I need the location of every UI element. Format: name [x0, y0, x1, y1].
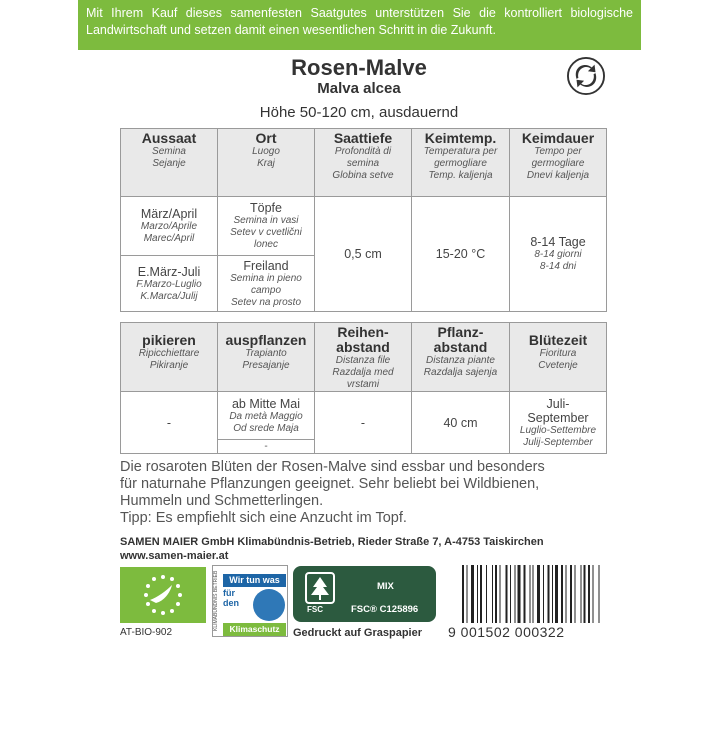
globe-icon — [253, 589, 285, 621]
barcode-bar — [543, 565, 544, 623]
barcode-bar — [515, 565, 516, 623]
paper-info: Gedruckt auf Graspapier — [293, 627, 422, 639]
cell-aussaat-1: März/April Marzo/Aprile Marec/April — [121, 197, 218, 256]
barcode-bar — [588, 565, 590, 623]
header-auspflanzen: auspflanzen Trapianto Presajanje — [218, 323, 315, 392]
sowing-table-header — [121, 129, 607, 197]
barcode-bar — [471, 565, 474, 623]
cell-bluetezeit: Juli- September Luglio-Settembre Julij-September — [510, 392, 607, 454]
header-bluetezeit: Blütezeit Fioritura Cvetenje — [510, 323, 607, 392]
barcode-bar — [462, 565, 464, 623]
sowing-table — [120, 128, 607, 312]
header-pflanzabstand: Pflanz- abstand Distanza piante Razdalja sajenja — [412, 323, 510, 392]
barcode — [462, 565, 642, 623]
header-keimdauer: Keimdauer Tempo per germogliare Dnevi kaljenja — [510, 129, 607, 197]
barcode-bar — [510, 565, 511, 623]
cell-aussaat-2: E.März-Juli F.Marzo-Luglio K.Marca/Julij — [121, 256, 218, 312]
planting-table-header — [121, 323, 607, 392]
cell-auspflanzen: ab Mitte Mai Da metà Maggio Od srede Maja — [218, 392, 315, 440]
barcode-bar — [548, 565, 550, 623]
barcode-bar — [584, 565, 586, 623]
green-dot-icon — [567, 57, 605, 95]
eu-leaf-icon — [120, 567, 206, 623]
header-saattiefe: Saattiefe Profondità di semina Globina setve — [315, 129, 412, 197]
barcode-digits: 9 001502 000322 — [448, 624, 565, 640]
eu-organic-code: AT-BIO-902 — [120, 627, 173, 638]
klima-top-text: Wir tun was — [223, 574, 286, 587]
header-pikieren: pikieren Ripicchiettare Pikiranje — [121, 323, 218, 392]
barcode-bar — [575, 565, 576, 623]
barcode-bar — [530, 565, 531, 623]
barcode-bar — [561, 565, 563, 623]
header-ort: Ort Luogo Kraj — [218, 129, 315, 197]
cell-ort-1: Töpfe Semina in vasi Setev v cvetlični lonec — [218, 197, 315, 256]
klima-mid-text: für den — [223, 588, 240, 608]
barcode-bar — [593, 565, 594, 623]
barcode-bar — [599, 565, 600, 623]
table-row — [121, 197, 607, 256]
cell-pikieren: - — [121, 392, 218, 454]
barcode-bar — [581, 565, 582, 623]
cell-ort-2: Freiland Semina in pieno campo Setev na prosto — [218, 256, 315, 312]
product-title: Rosen-Malve — [291, 55, 427, 80]
header-reihenabstand: Reihen- abstand Distanza file Razdalja med vrstami — [315, 323, 412, 392]
cell-auspflanzen-2: - — [218, 440, 315, 454]
fsc-mix: MIX — [377, 581, 394, 592]
height-info: Höhe 50-120 cm, ausdauernd — [259, 104, 459, 121]
fsc-label: FSC — [307, 605, 323, 614]
barcode-bar — [537, 565, 540, 623]
barcode-bar — [495, 565, 497, 623]
cell-saattiefe: 0,5 cm — [315, 197, 412, 312]
eu-organic-logo — [120, 567, 206, 623]
barcode-bar — [570, 565, 572, 623]
header-keimtemp: Keimtemp. Temperatura per germogliare Temp. kaljenja — [412, 129, 510, 197]
latin-name: Malva alcea — [317, 80, 401, 97]
barcode-bar — [555, 565, 558, 623]
barcode-bar — [566, 565, 567, 623]
company-address: SAMEN MAIER GmbH Klimabündnis-Betrieb, Rieder Straße 7, A-4753 Taiskirchen — [120, 536, 544, 548]
header-aussaat: Aussaat Semina Sejanje — [121, 129, 218, 197]
cell-pflanzabstand: 40 cm — [412, 392, 510, 454]
table-row — [121, 392, 607, 440]
klima-vertical-text: KLIMABÜNDNIS BETRIEB — [213, 570, 219, 632]
description: Die rosaroten Blüten der Rosen-Malve sind essbar und besonders für naturnahe Pflanzungen geeignet. Sehr beliebt bei Wildbienen, Hummeln und Schmetterlingen. Tipp: Es empfiehlt sich eine Anzucht im Topf. — [120, 459, 545, 526]
fsc-tree-icon — [305, 572, 335, 604]
cell-reihenabstand: - — [315, 392, 412, 454]
barcode-bar — [477, 565, 478, 623]
info-banner: Mit Ihrem Kauf dieses samenfesten Saatgutes unterstützen Sie die kontrolliert biologische Landwirtschaft und setzen damit einen wesentlichen Schritt in die Zukunft. — [78, 0, 641, 50]
barcode-bar — [467, 565, 468, 623]
company-website[interactable]: www.samen-maier.at — [120, 550, 229, 562]
fsc-logo — [293, 566, 436, 622]
company-info — [120, 535, 544, 563]
barcode-bar — [524, 565, 526, 623]
barcode-bar — [552, 565, 553, 623]
klimabuendnis-logo — [212, 565, 288, 637]
barcode-bar — [533, 565, 534, 623]
barcode-bar — [506, 565, 508, 623]
barcode-bar — [480, 565, 482, 623]
barcode-bar — [492, 565, 493, 623]
barcode-bar — [486, 565, 487, 623]
planting-table — [120, 322, 607, 454]
barcode-bar — [500, 565, 501, 623]
cell-keimdauer: 8-14 Tage 8-14 giorni 8-14 dni — [510, 197, 607, 312]
barcode-bar — [518, 565, 521, 623]
klima-bottom-text: Klimaschutz — [223, 623, 286, 636]
fsc-code: FSC® C125896 — [351, 604, 419, 615]
cell-keimtemp: 15-20 °C — [412, 197, 510, 312]
